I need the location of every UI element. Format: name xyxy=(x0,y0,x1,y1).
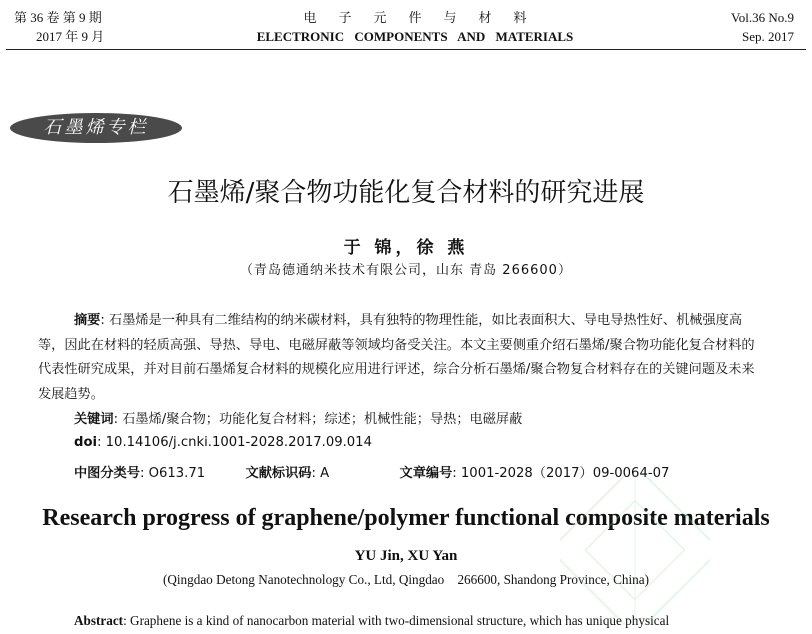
journal-name-en: ELECTRONIC COMPONENTS AND MATERIALS xyxy=(256,29,574,44)
doi-value: : 10.14106/j.cnki.1001-2028.2017.09.014 xyxy=(97,435,372,450)
article-number-label: 文章编号 xyxy=(399,466,453,481)
article-number-value: : 1001-2028（2017）09-0064-07 xyxy=(452,466,670,481)
clc-value: : O613.71 xyxy=(139,466,206,481)
watermark-logo xyxy=(560,475,710,625)
abstract-cn-text: : 石墨烯是一种具有二维结构的纳米碳材料，具有独特的物理性能，如比表面积大、导电导热性好、机械强度高等，因此在材料的轻质高强、导热、导电、电磁屏蔽等领域均备受关注。本文主要侧重介绍石墨烯/聚合物功能化复合材料的代表性研究成果，并对目前石墨烯复合材料的规模化应用进行评述，综合分析石墨烯/聚合物复合材料存在的关键问题及未来发展趋势。 xyxy=(38,313,755,402)
affiliation-cn: （青岛德通纳米技术有限公司，山东 青岛 266600） xyxy=(240,263,572,278)
doc-code-label: 文献标识码 xyxy=(245,466,312,481)
clc-label: 中图分类号 xyxy=(74,466,140,481)
doc-code-value: : A xyxy=(311,466,330,481)
doi-label: doi xyxy=(74,435,98,450)
affiliation-en: (Qingdao Detong Nanotechnology Co., Ltd, Qingdao 266600, Shandong Province, China) xyxy=(162,572,650,587)
abstract-en-text: : Graphene is a kind of nanocarbon material with two-dimensional structure, which has unique physical xyxy=(123,613,670,628)
special-column-banner: 石墨烯专栏 xyxy=(10,113,182,143)
journal-name xyxy=(225,8,605,46)
authors-cn: 于 锦，徐 燕 xyxy=(343,238,469,258)
doi xyxy=(74,435,774,450)
journal-issue-cn xyxy=(14,8,104,46)
volume-en: Vol.36 No.9 xyxy=(731,10,794,25)
abstract-cn-label: 摘要 xyxy=(74,313,101,328)
keywords xyxy=(74,408,774,427)
authors-en: YU Jin, XU Yan xyxy=(354,548,458,564)
paper-title-cn: 石墨烯/聚合物功能化复合材料的研究进展 xyxy=(167,178,645,208)
volume-cn: 第 36 卷 第 9 期 xyxy=(14,10,102,25)
abstract-cn xyxy=(38,309,758,407)
date-en: Sep. 2017 xyxy=(742,29,794,44)
journal-issue-en xyxy=(731,8,794,46)
date-cn: 2017 年 9 月 xyxy=(36,29,105,44)
keywords-text: : 石墨烯/聚合物；功能化复合材料；综述；机械性能；导热；电磁屏蔽 xyxy=(113,412,523,427)
abstract-en-label: Abstract xyxy=(74,613,124,628)
paper-title-en: Research progress of graphene/polymer functional composite materials xyxy=(42,505,770,531)
header-divider xyxy=(6,49,806,50)
journal-name-cn: 电子元件与材料 xyxy=(303,10,549,25)
abstract-en xyxy=(74,613,774,629)
keywords-label: 关键词 xyxy=(74,412,114,427)
